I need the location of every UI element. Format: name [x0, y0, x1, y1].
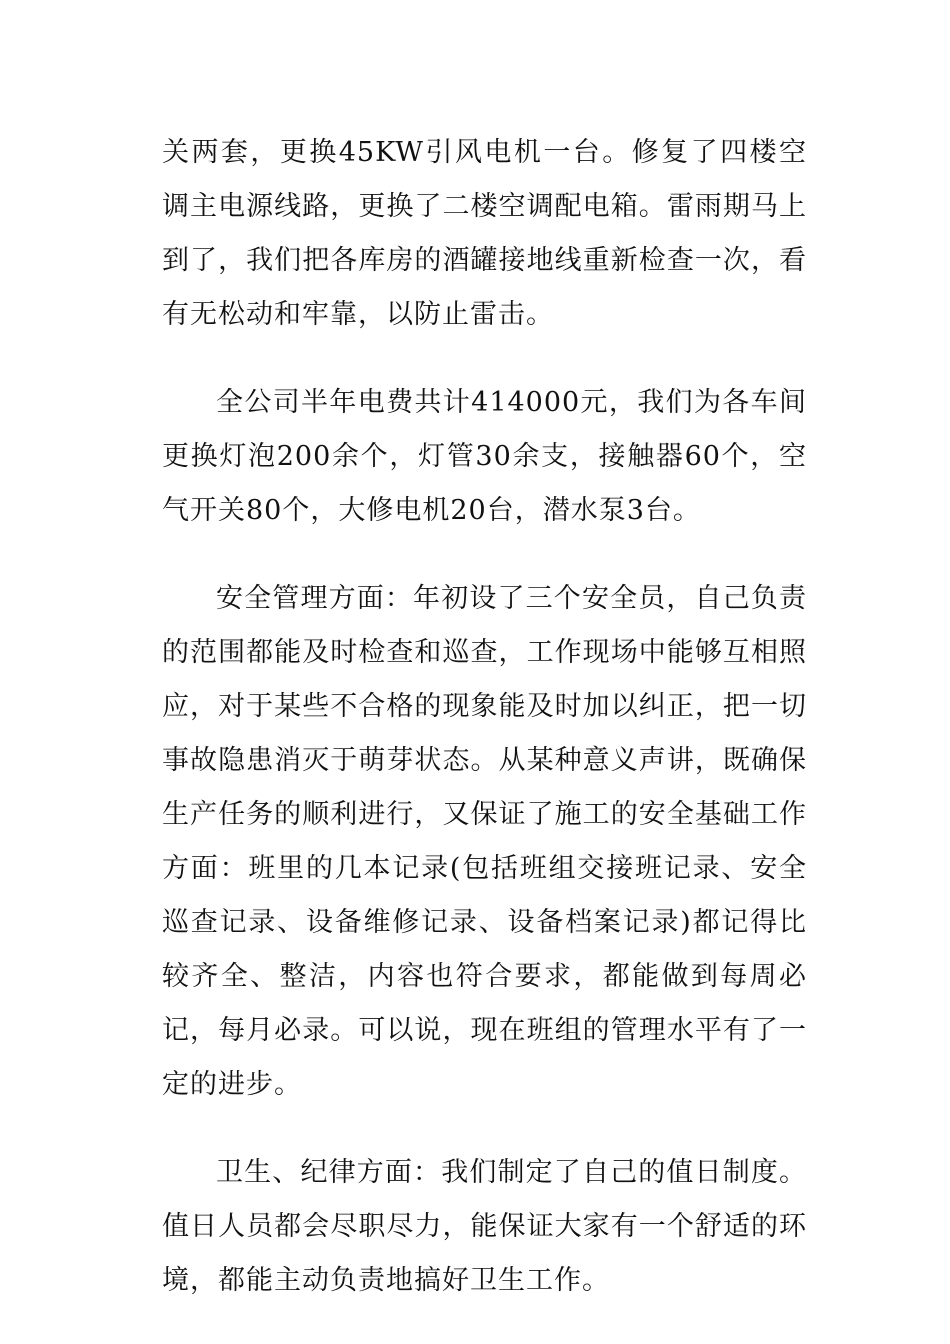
paragraph-safety-management: 安全管理方面：年初设了三个安全员，自己负责的范围都能及时检查和巡查，工作现场中能够互相照应，对于某些不合格的现象能及时加以纠正，把一切事故隐患消灭于萌芽状态。从某种意义声讲，既确保生产任务的顺利进行，又保证了施工的安全基础工作方面：班里的几本记录(包括班组交接班记录、安全巡查记录、设备维修记录、设备档案记录)都记得比较齐全、整洁，内容也符合要求，都能做到每周必记，每月必录。可以说，现在班组的管理水平有了一定的进步。 — [162, 583, 807, 1100]
paragraph-electricity: 全公司半年电费共计414000元，我们为各车间更换灯泡200余个，灯管30余支，接触器60个，空气开关80个，大修电机20台，潜水泵3台。 — [162, 387, 807, 526]
document-body — [162, 126, 807, 1342]
paragraph-hygiene-discipline: 卫生、纪律方面：我们制定了自己的值日制度。值日人员都会尽职尽力，能保证大家有一个舒适的环境，都能主动负责地搞好卫生工作。 — [162, 1157, 807, 1296]
paragraph-continuation: 关两套，更换45KW引风电机一台。修复了四楼空调主电源线路，更换了二楼空调配电箱。雷雨期马上到了，我们把各库房的酒罐接地线重新检查一次，看有无松动和牢靠，以防止雷击。 — [162, 137, 807, 330]
